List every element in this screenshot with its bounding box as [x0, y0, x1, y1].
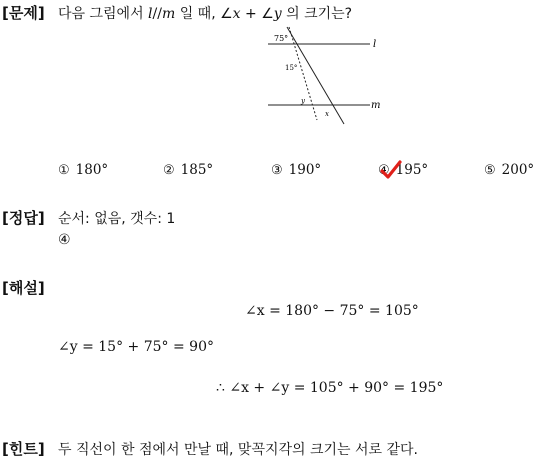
answer-choice: ④ — [58, 232, 71, 248]
choice-3[interactable]: ③ 190° — [271, 162, 322, 178]
answer-tag: [정답] — [2, 209, 45, 227]
transversal-2 — [289, 27, 317, 120]
label-l: l — [373, 39, 377, 50]
equation-sum: ∴ ∠x + ∠y = 105° + 90° = 195° — [216, 380, 444, 396]
label-y: y — [301, 97, 305, 105]
label-15: 15° — [285, 64, 298, 72]
equation-x: ∠x = 180° − 75° = 105° — [245, 303, 419, 319]
choice-5[interactable]: ⑤ 200° — [484, 162, 535, 178]
geometry-figure — [260, 26, 390, 126]
label-m: m — [371, 100, 381, 111]
answer-info: 순서: 없음, 갯수: 1 — [58, 211, 176, 227]
label-x: x — [325, 110, 329, 118]
transversal-1 — [287, 27, 344, 124]
hint-tag: [힌트] — [2, 440, 45, 458]
explanation-tag: [해설] — [2, 279, 45, 297]
choice-2[interactable]: ② 185° — [163, 162, 214, 178]
equation-y: ∠y = 15° + 75° = 90° — [58, 339, 214, 355]
problem-text: 다음 그림에서 l//m 일 때, ∠x + ∠y 의 크기는? — [58, 6, 353, 22]
label-75: 75° — [274, 34, 289, 43]
choice-1[interactable]: ① 180° — [58, 162, 109, 178]
choice-4[interactable]: ④ 195° — [378, 162, 429, 178]
checkmark-icon — [380, 160, 402, 180]
problem-tag: [문제] — [2, 4, 45, 22]
hint-text: 두 직선이 한 점에서 만날 때, 맞꼭지각의 크기는 서로 같다. — [58, 442, 419, 458]
